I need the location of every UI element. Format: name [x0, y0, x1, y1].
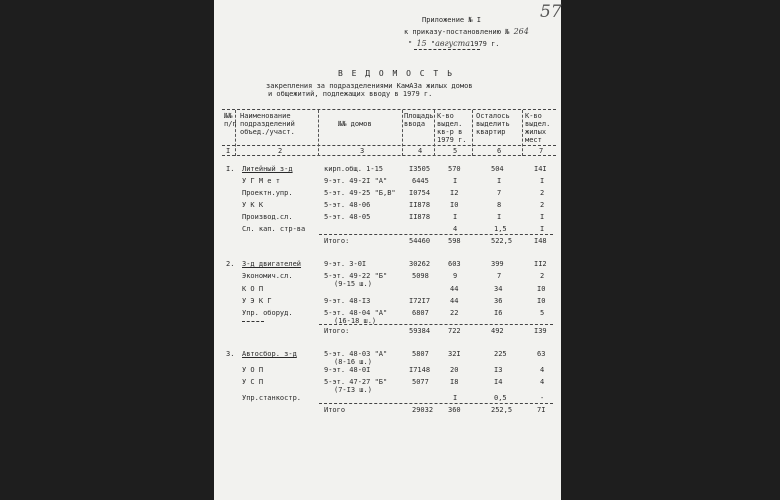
- table-cell-alloc: 44: [450, 285, 459, 293]
- table-cell-remain: I6: [494, 309, 503, 317]
- blank-rule: [242, 321, 264, 322]
- section-number: I.: [226, 165, 235, 173]
- table-cell-alloc: 44: [450, 297, 459, 305]
- total-rule: [319, 403, 553, 404]
- table-cell-area: II878: [409, 213, 431, 221]
- header-col5: К-во выдел. кв-р в 1979 г.: [437, 112, 467, 144]
- table-cell-name: Проектн.упр.: [242, 189, 293, 197]
- header-col7: К-во выдел. жилых мест: [525, 112, 551, 144]
- date-quote-open: ": [408, 40, 417, 48]
- margin-number: 57: [540, 2, 562, 22]
- total-area: 59384: [409, 327, 431, 335]
- table-cell-name: Экономич.сл.: [242, 272, 293, 280]
- table-cell-alloc: I2: [450, 189, 459, 197]
- table-cell-house: 9-эт. 49-2I "А": [324, 177, 388, 185]
- appendix-line2: [404, 28, 529, 36]
- table-cell-alloc: 570: [448, 165, 461, 173]
- table-cell-name: Сл. кап. стр-ва: [242, 225, 306, 233]
- table-cell-places: 5: [540, 309, 545, 317]
- table-cell-remain: 34: [494, 285, 503, 293]
- col-number: 6: [497, 147, 502, 155]
- table-cell-alloc: I8: [450, 378, 459, 386]
- table-cell-remain: 0,5: [494, 394, 507, 402]
- table-cell-area: 5807: [412, 350, 429, 358]
- table-cell-house: 5-эт. 49-22 "Б": [324, 272, 388, 280]
- table-cell-alloc: I: [453, 213, 458, 221]
- table-cell-remain: 7: [497, 189, 502, 197]
- table-cell-places: I0: [537, 285, 546, 293]
- total-remain: 492: [491, 327, 504, 335]
- numbers-rule: [222, 155, 556, 156]
- table-cell-area: 30262: [409, 260, 431, 268]
- table-cell-places: 63: [537, 350, 546, 358]
- total-label: Итого: [324, 406, 346, 414]
- table-cell-name: Производ.сл.: [242, 213, 293, 221]
- appendix-order-text: к приказу-постановлению №: [404, 28, 510, 36]
- header-col1: №№ п/п: [224, 112, 237, 128]
- section-title: Литейный з-д: [242, 165, 293, 173]
- table-cell-area: 5098: [412, 272, 429, 280]
- table-cell-places: -: [540, 394, 545, 402]
- table-top-rule: [222, 109, 556, 110]
- document-subtitle-1: закрепления за подразделениями КамАЗа жилых домов: [266, 82, 473, 90]
- table-cell-places: 4: [540, 366, 545, 374]
- table-cell-places: 2: [540, 189, 545, 197]
- header-rule: [222, 145, 556, 146]
- table-cell-house: кирп.общ. 1-15: [324, 165, 384, 173]
- section-number: 3.: [226, 350, 235, 358]
- section-title: З-д двигателей: [242, 260, 302, 268]
- total-area: 29032: [412, 406, 434, 414]
- table-cell-remain: I4: [494, 378, 503, 386]
- table-cell-house: 5-эт. 49-25 "Б,В": [324, 189, 396, 197]
- table-cell-name: Упр. оборуд.: [242, 309, 293, 317]
- total-area: 54460: [409, 237, 431, 245]
- table-cell-house: 9-эт. 48-I3: [324, 297, 371, 305]
- table-cell-alloc: I: [453, 177, 458, 185]
- table-cell-name: У Г М е т: [242, 177, 280, 185]
- table-cell-places: I4I: [534, 165, 547, 173]
- table-cell-house: 5-эт. 47-27 "Б": [324, 378, 388, 386]
- table-cell-area: 6445: [412, 177, 429, 185]
- date-year: 1979 г.: [470, 40, 500, 48]
- total-label: Итого:: [324, 237, 350, 245]
- document-subtitle-2: и общежитий, подлежащих вводу в 1979 г.: [268, 90, 433, 98]
- table-cell-house: 5-эт. 48-06: [324, 201, 371, 209]
- table-cell-area: I7148: [409, 366, 431, 374]
- table-cell-alloc: 4: [453, 225, 458, 233]
- order-number: 264: [513, 27, 529, 36]
- table-cell-area: I3505: [409, 165, 431, 173]
- table-cell-area: I0754: [409, 189, 431, 197]
- table-cell-name: К О П: [242, 285, 264, 293]
- total-label: Итого:: [324, 327, 350, 335]
- table-cell-remain: 1,5: [494, 225, 507, 233]
- table-cell-alloc: 20: [450, 366, 459, 374]
- table-cell-name: У К К: [242, 201, 264, 209]
- total-rule: [319, 234, 553, 235]
- table-cell-alloc: 603: [448, 260, 461, 268]
- table-cell-alloc: 32I: [448, 350, 461, 358]
- table-cell-house-sub: (16-18 ш.): [334, 317, 377, 325]
- table-cell-area: 6807: [412, 309, 429, 317]
- table-cell-places: I: [540, 213, 545, 221]
- date-quote-close: ": [426, 40, 436, 48]
- table-cell-alloc: 22: [450, 309, 459, 317]
- total-remain: 522,5: [491, 237, 513, 245]
- appendix-line1: Приложение № I: [422, 16, 482, 24]
- section-title: Автосбор. з-д: [242, 350, 297, 358]
- table-cell-area: 5077: [412, 378, 429, 386]
- total-places: I48: [534, 237, 547, 245]
- table-cell-remain: 8: [497, 201, 502, 209]
- table-cell-house: 5-эт. 48-03 "А": [324, 350, 388, 358]
- table-cell-places: 4: [540, 378, 545, 386]
- header-col6: Осталось выделить квартир: [476, 112, 510, 136]
- table-cell-remain: I: [497, 213, 502, 221]
- header-col2: Наименование подразделений объед./участ.: [240, 112, 295, 136]
- table-cell-remain: 7: [497, 272, 502, 280]
- total-alloc: 360: [448, 406, 461, 414]
- table-cell-places: I: [540, 177, 545, 185]
- col-number: I: [226, 147, 231, 155]
- table-cell-house: 9-эт. 48-0I: [324, 366, 371, 374]
- col-number: 5: [453, 147, 458, 155]
- table-cell-remain: 504: [491, 165, 504, 173]
- table-cell-remain: I3: [494, 366, 503, 374]
- table-cell-house: 5-эт. 48-04 "А": [324, 309, 388, 317]
- table-cell-places: 2: [540, 272, 545, 280]
- total-rule: [319, 324, 553, 325]
- col-number: 3: [360, 147, 365, 155]
- date-month: августа: [435, 39, 471, 48]
- document-page: [214, 0, 561, 500]
- col-number: 4: [418, 147, 423, 155]
- table-cell-places: 2: [540, 201, 545, 209]
- table-cell-house-sub: (9-15 ш.): [334, 280, 372, 288]
- table-cell-remain: I: [497, 177, 502, 185]
- header-col3: №№ домов: [338, 120, 372, 128]
- total-places: 7I: [537, 406, 546, 414]
- col-number: 7: [539, 147, 544, 155]
- table-cell-alloc: I0: [450, 201, 459, 209]
- table-cell-area: II878: [409, 201, 431, 209]
- total-places: I39: [534, 327, 547, 335]
- document-title: В Е Д О М О С Т Ь: [338, 69, 454, 78]
- table-cell-places: I0: [537, 297, 546, 305]
- table-cell-remain: 36: [494, 297, 503, 305]
- table-cell-alloc: 9: [453, 272, 458, 280]
- total-remain: 252,5: [491, 406, 513, 414]
- table-cell-remain: 399: [491, 260, 504, 268]
- header-col4: Площадь ввода: [404, 112, 434, 128]
- appendix-date: [408, 40, 500, 48]
- table-cell-remain: 225: [494, 350, 507, 358]
- section-number: 2.: [226, 260, 235, 268]
- table-cell-name: У С П: [242, 378, 264, 386]
- table-cell-places: I: [540, 225, 545, 233]
- table-cell-house-sub: (8-16 ш.): [334, 358, 372, 366]
- total-alloc: 722: [448, 327, 461, 335]
- table-cell-name: Упр.станкостр.: [242, 394, 302, 402]
- date-day: 15: [416, 39, 427, 48]
- col-number: 2: [278, 147, 283, 155]
- table-cell-places: II2: [534, 260, 547, 268]
- table-cell-name: У О П: [242, 366, 264, 374]
- total-alloc: 598: [448, 237, 461, 245]
- table-cell-house-sub: (7-I3 ш.): [334, 386, 372, 394]
- table-cell-house: 5-эт. 48-05: [324, 213, 371, 221]
- table-cell-alloc: I: [453, 394, 458, 402]
- table-cell-house: 9-эт. 3-0I: [324, 260, 367, 268]
- table-cell-area: I72I7: [409, 297, 431, 305]
- table-cell-name: У Э К Г: [242, 297, 272, 305]
